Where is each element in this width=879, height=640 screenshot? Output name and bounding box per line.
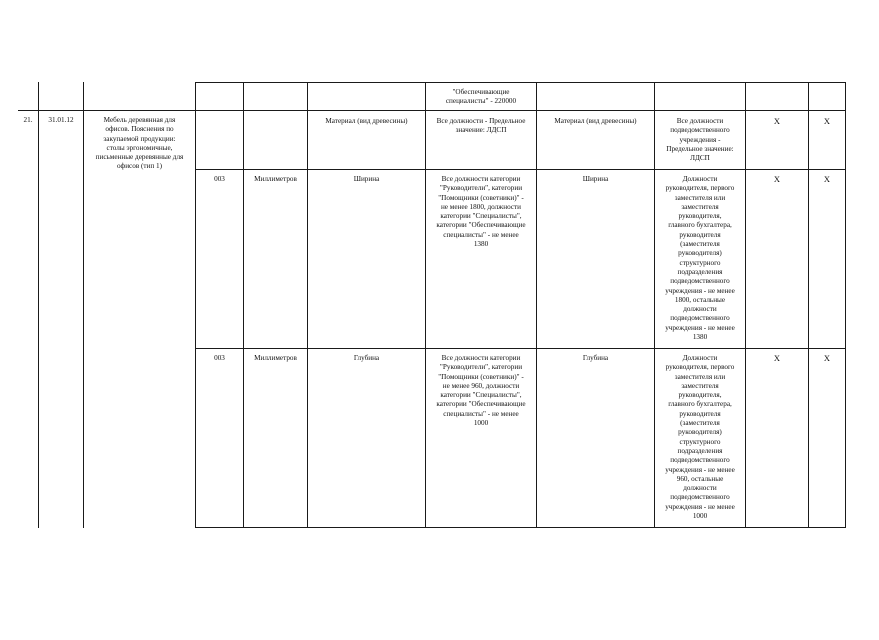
unit-code: 003	[214, 354, 225, 362]
rule-v-10	[808, 82, 809, 528]
req-value: Все должности категории "Руководители", категории "Помощники (советники)" - не менее 960, должности категории "Специалисты", категории "Обеспечивающие специалисты" - не менее 1000	[436, 354, 526, 428]
row-number: 21.	[23, 116, 33, 124]
rule-v-11	[845, 82, 846, 528]
unit-code: 003	[214, 175, 225, 183]
col-x-2: X	[823, 354, 831, 363]
rule-v-9	[745, 82, 746, 528]
rule-v-4	[243, 82, 244, 528]
rule-v-1	[38, 82, 39, 528]
rule-table-bottom	[195, 527, 845, 528]
req-value: Все должности - Предельное значение: ЛДСП	[436, 117, 526, 135]
req-value-2: Должности руководителя, первого заместителя или заместителя руководителя, главного бухгалтера, руководителя (заместителя руководителя) структурного подразделения подведомственного учреждения - не менее 1800, остальные должности подведомственного учреждения - не менее 1380	[665, 175, 735, 342]
okpd-code: 31.01.12	[48, 116, 74, 124]
characteristic-2: Материал (вид древесины)	[554, 117, 637, 125]
rule-top-left	[195, 82, 845, 83]
rule-row21-top	[18, 110, 845, 111]
col-x-2: X	[823, 175, 831, 184]
rule-sub1-bottom	[195, 169, 845, 170]
rule-v-6	[425, 82, 426, 528]
rule-v-5	[307, 82, 308, 528]
characteristic: Глубина	[353, 354, 380, 362]
product-name: Мебель деревянная для офисов. Пояснения по закупаемой продукции: столы эргономичные, письменные деревянные для офисов (тип 1)	[95, 116, 184, 171]
req-value-continuation: "Обеспечивающие специалисты" - 220000	[445, 88, 517, 106]
characteristic-2: Глубина	[582, 354, 609, 362]
req-value: Все должности категории "Руководители", категории "Помощники (советники)" - не менее 1800, должности категории "Специалисты", категории "Обеспечивающие специалисты" - не менее 1380	[436, 175, 526, 249]
col-x-1: X	[773, 354, 781, 363]
req-value-2: Должности руководителя, первого заместителя или заместителя руководителя, главного бухгалтера, руководителя (заместителя руководителя) структурного подразделения подведомственного учреждения - не менее 960, остальные должности подведомственного учреждения - не менее 1000	[665, 354, 735, 521]
characteristic: Материал (вид древесины)	[325, 117, 408, 125]
col-x-2: X	[823, 117, 831, 126]
rule-v-3	[195, 82, 196, 528]
characteristic-2: Ширина	[582, 175, 609, 183]
col-x-1: X	[773, 175, 781, 184]
unit-name: Миллиметров	[254, 175, 297, 183]
rule-sub2-bottom	[195, 348, 845, 349]
rule-v-7	[536, 82, 537, 528]
unit-name: Миллиметров	[254, 354, 297, 362]
req-value-2: Все должности подведомственного учреждения - Предельное значение: ЛДСП	[666, 117, 734, 163]
characteristic: Ширина	[353, 175, 380, 183]
col-x-1: X	[773, 117, 781, 126]
